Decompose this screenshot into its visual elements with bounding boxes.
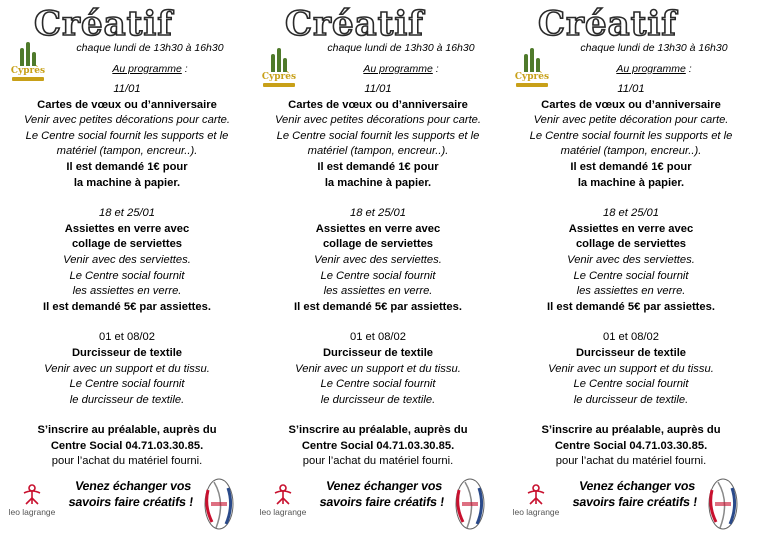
leo-lagrange-logo bbox=[8, 482, 56, 522]
session-line: Venir avec un support et du tissu. bbox=[295, 362, 461, 375]
flyer-title bbox=[32, 2, 252, 42]
inscription: Centre Social 04.71.03.30.85. bbox=[50, 439, 204, 452]
session-title: Durcisseur de textile bbox=[575, 346, 687, 359]
program-body bbox=[253, 82, 503, 470]
session-title: collage de serviettes bbox=[575, 238, 687, 251]
session-line: Le Centre social fournit les supports et le bbox=[25, 129, 229, 142]
session-line: les assiettes en verre. bbox=[576, 285, 686, 298]
flyer-footer bbox=[506, 476, 756, 540]
session-price: Il est demandé 1€ pour bbox=[317, 160, 439, 173]
session-line: Venir avec un support et du tissu. bbox=[44, 362, 210, 375]
flyer-title bbox=[536, 2, 756, 42]
inscription-note: pour l’achat du matériel fourni. bbox=[51, 455, 203, 468]
session-line: Le Centre social fournit bbox=[320, 378, 436, 391]
leo-lagrange-logo bbox=[259, 482, 307, 522]
session-line: Le Centre social fournit bbox=[69, 378, 185, 391]
leo-lagrange-icon bbox=[21, 482, 43, 506]
session-line: les assiettes en verre. bbox=[72, 285, 182, 298]
session-title: Cartes de vœux ou d’anniversaire bbox=[37, 98, 217, 111]
schedule: chaque lundi de 13h30 à 16h30 bbox=[580, 42, 728, 54]
session-title: collage de serviettes bbox=[71, 238, 183, 251]
session-title: Assiettes en verre avec bbox=[315, 222, 441, 235]
slogan: Venez échanger vos savoirs faire créatifs ! bbox=[318, 479, 446, 509]
session-title: Durcisseur de textile bbox=[322, 346, 434, 359]
session-price: Il est demandé 1€ pour bbox=[570, 160, 692, 173]
schedule: chaque lundi de 13h30 à 16h30 bbox=[327, 42, 475, 54]
session-line: Le Centre social fournit les supports et le bbox=[276, 129, 480, 142]
partner-emblem-icon bbox=[706, 476, 740, 532]
inscription-note: pour l’achat du matériel fourni. bbox=[555, 455, 707, 468]
slogan: Venez échanger vos savoirs faire créatifs ! bbox=[571, 479, 699, 509]
inscription-note: pour l’achat du matériel fourni. bbox=[302, 455, 454, 468]
inscription: Centre Social 04.71.03.30.85. bbox=[301, 439, 455, 452]
session-title: Cartes de vœux ou d’anniversaire bbox=[288, 98, 468, 111]
session-line: matériel (tampon, encreur..). bbox=[560, 145, 702, 158]
session-title: Assiettes en verre avec bbox=[568, 222, 694, 235]
session-date: 18 et 25/01 bbox=[603, 207, 659, 220]
schedule: chaque lundi de 13h30 à 16h30 bbox=[76, 42, 224, 54]
session-line: Venir avec petites décorations pour carte. bbox=[274, 114, 482, 127]
session-line: les assiettes en verre. bbox=[323, 285, 433, 298]
session-line: Le Centre social fournit les supports et le bbox=[529, 129, 733, 142]
session-line: Le Centre social fournit bbox=[573, 269, 689, 282]
session-date: 01 et 08/02 bbox=[350, 331, 406, 344]
session-title: collage de serviettes bbox=[322, 238, 434, 251]
session-line: Venir avec des serviettes. bbox=[63, 253, 191, 266]
leo-lagrange-logo bbox=[512, 482, 560, 522]
session-price: Il est demandé 1€ pour bbox=[66, 160, 188, 173]
session-line: Le Centre social fournit bbox=[69, 269, 185, 282]
partner-emblem-icon bbox=[202, 476, 236, 532]
cypres-logo-text: Cyprès bbox=[514, 72, 550, 82]
session-line: Venir avec des serviettes. bbox=[314, 253, 442, 266]
programme-heading: Au programme : bbox=[616, 63, 692, 75]
session-price: Il est demandé 5€ par assiettes. bbox=[294, 300, 462, 313]
cypres-logo-text: Cyprès bbox=[261, 72, 297, 82]
inscription: S’inscrire au préalable, auprès du bbox=[288, 424, 468, 437]
session-date: 01 et 08/02 bbox=[603, 331, 659, 344]
inscription: S’inscrire au préalable, auprès du bbox=[541, 424, 721, 437]
flyer-title bbox=[283, 2, 503, 42]
cypres-logo bbox=[8, 42, 48, 86]
session-line: matériel (tampon, encreur..). bbox=[307, 145, 449, 158]
session-title: Durcisseur de textile bbox=[71, 346, 183, 359]
session-date: 11/01 bbox=[364, 83, 392, 95]
program-body bbox=[506, 82, 756, 470]
programme-heading: Au programme : bbox=[363, 63, 439, 75]
flyer-3 bbox=[506, 0, 756, 543]
session-line: Venir avec un support et du tissu. bbox=[548, 362, 714, 375]
session-price: la machine à papier. bbox=[324, 176, 432, 189]
session-line: le durcisseur de textile. bbox=[573, 393, 689, 406]
inscription: S’inscrire au préalable, auprès du bbox=[37, 424, 217, 437]
programme-heading: Au programme : bbox=[112, 63, 188, 75]
session-line: Le Centre social fournit bbox=[573, 378, 689, 391]
session-line: matériel (tampon, encreur..). bbox=[56, 145, 198, 158]
session-price: Il est demandé 5€ par assiettes. bbox=[43, 300, 211, 313]
cypres-logo-text: Cyprès bbox=[10, 66, 46, 76]
session-line: Venir avec petite décoration pour carte. bbox=[533, 114, 729, 127]
svg-text:Créatif: Créatif bbox=[285, 4, 424, 42]
session-date: 01 et 08/02 bbox=[99, 331, 155, 344]
session-line: Le Centre social fournit bbox=[320, 269, 436, 282]
flyer-1 bbox=[2, 0, 252, 543]
session-date: 11/01 bbox=[617, 83, 645, 95]
leo-lagrange-text: leo lagrange bbox=[259, 507, 307, 517]
session-title: Cartes de vœux ou d’anniversaire bbox=[541, 98, 721, 111]
session-date: 18 et 25/01 bbox=[350, 207, 406, 220]
leo-lagrange-text: leo lagrange bbox=[512, 507, 560, 517]
partner-emblem-icon bbox=[453, 476, 487, 532]
session-date: 18 et 25/01 bbox=[99, 207, 155, 220]
flyer-footer bbox=[253, 476, 503, 540]
svg-text:Créatif: Créatif bbox=[34, 4, 173, 42]
flyer-footer bbox=[2, 476, 252, 540]
slogan: Venez échanger vos savoirs faire créatifs ! bbox=[67, 479, 195, 509]
session-line: Venir avec petites décorations pour carte. bbox=[23, 114, 231, 127]
session-title: Assiettes en verre avec bbox=[64, 222, 190, 235]
session-price: la machine à papier. bbox=[577, 176, 685, 189]
flyer-2 bbox=[253, 0, 503, 543]
leo-lagrange-icon bbox=[525, 482, 547, 506]
program-body bbox=[2, 82, 252, 470]
session-line: Venir avec des serviettes. bbox=[567, 253, 695, 266]
leo-lagrange-icon bbox=[272, 482, 294, 506]
session-price: Il est demandé 5€ par assiettes. bbox=[547, 300, 715, 313]
session-date: 11/01 bbox=[113, 83, 141, 95]
session-line: le durcisseur de textile. bbox=[320, 393, 436, 406]
session-line: le durcisseur de textile. bbox=[69, 393, 185, 406]
svg-text:Créatif: Créatif bbox=[538, 4, 677, 42]
leo-lagrange-text: leo lagrange bbox=[8, 507, 56, 517]
session-price: la machine à papier. bbox=[73, 176, 181, 189]
inscription: Centre Social 04.71.03.30.85. bbox=[554, 439, 708, 452]
